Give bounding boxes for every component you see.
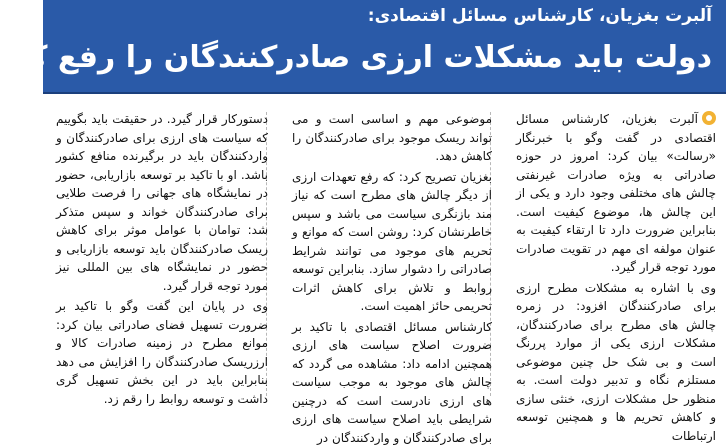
column-3-paragraph-2: وی در پایان این گفت وگو با تاکید بر ضرورت تسهیل فضای صادراتی بیان کرد: موانع مطرح در زمینه صادرات کالا و ارزریسک صادرکنندگان را افزایش می دهد بنابراین باید در این بخش تسهیل گری داشت و توسعه روابط را رقم زد. — [56, 297, 268, 408]
article-column-3 — [56, 110, 268, 398]
article-kicker: آلبرت بغزیان، کارشناس مسائل اقتصادی: — [368, 6, 712, 26]
source-logo-icon — [702, 111, 716, 125]
newspaper-article — [43, 0, 726, 400]
column-1-paragraph-2: وی با اشاره به مشکلات مطرح ارزی برای صادرکنندگان افزود: در زمره چالش های مطرح برای صادرکنندگان، مشکلات ارزی یکی از موارد پررنگ است و بی شک حل چنین موضوعی مستلزم نگاه و تدبیر دولت است. به منظور حل مشکلات ارزی، خنثی سازی و کاهش تحریم ها و همچنین توسعه ارتباطات — [516, 279, 716, 446]
article-column-1 — [516, 110, 716, 398]
column-2-paragraph-1: موضوعی مهم و اساسی است و می تواند ریسک موجود برای صادرکنندگان را کاهش دهد. — [292, 110, 492, 166]
column-2-paragraph-2: بغزیان تصریح کرد: که رفع تعهدات ارزی از دیگر چالش های مطرح است که نیاز مند بازنگری سیاست می باشد و سپس خاطرنشان کرد: روشن است که موانع و تحریم های موجود می توانند شرایط صادراتی را دشوار سازد. بنابراین توسعه روابط و تلاش برای کاهش اثرات تحریمی حائز اهمیت است. — [292, 168, 492, 316]
column-1-paragraph-1 — [516, 110, 716, 277]
article-headline: دولت باید مشکلات ارزی صادرکنندگان را رفع کند — [63, 36, 712, 80]
column-1-paragraph-1-text: آلبرت بغزیان، کارشناس مسائل اقتصادی در گفت وگو با خبرنگار «رسالت» بیان کرد: امروز در حوزه صادراتی به ویژه صادرات غیرنفتی چالش های مختلفی وجود دارد و یکی از این چالش ها، موضوع کیفیت است. بنابراین ضرورت دارد تا ارتقاء کیفیت به عنوان مولفه ای مهم در تقویت صادرات مورد توجه قرار گیرد. — [516, 112, 716, 274]
article-header — [43, 0, 726, 94]
article-column-2 — [292, 110, 492, 398]
column-2-paragraph-3: کارشناس مسائل اقتصادی با تاکید بر ضرورت اصلاح سیاست های ارزی همچنین ادامه داد: مشاهده می گردد که چالش های موجود به موجب سیاست های ارزی نادرست است که درچنین شرایطی باید اصلاح سیاست های ارزی برای صادرکنندگان و واردکنندگان در — [292, 318, 492, 447]
column-3-paragraph-1: دستورکار قرار گیرد. در حقیقت باید بگوییم که سیاست های ارزی برای صادرکنندگان و واردکنندگان باید در برگیرنده منافع کشور باشد. او با تاکید بر توسعه بازاریابی، حضور در نمایشگاه های جهانی را فرصت طلایی برای صادرکنندگان خواند و سپس متذکر شد: توامان با عوامل موثر برای کاهش ریسک صادرکنندگان باید توسعه بازاریابی و حضور در نمایشگاه های بین المللی نیز مورد توجه قرار گیرد. — [56, 110, 268, 295]
